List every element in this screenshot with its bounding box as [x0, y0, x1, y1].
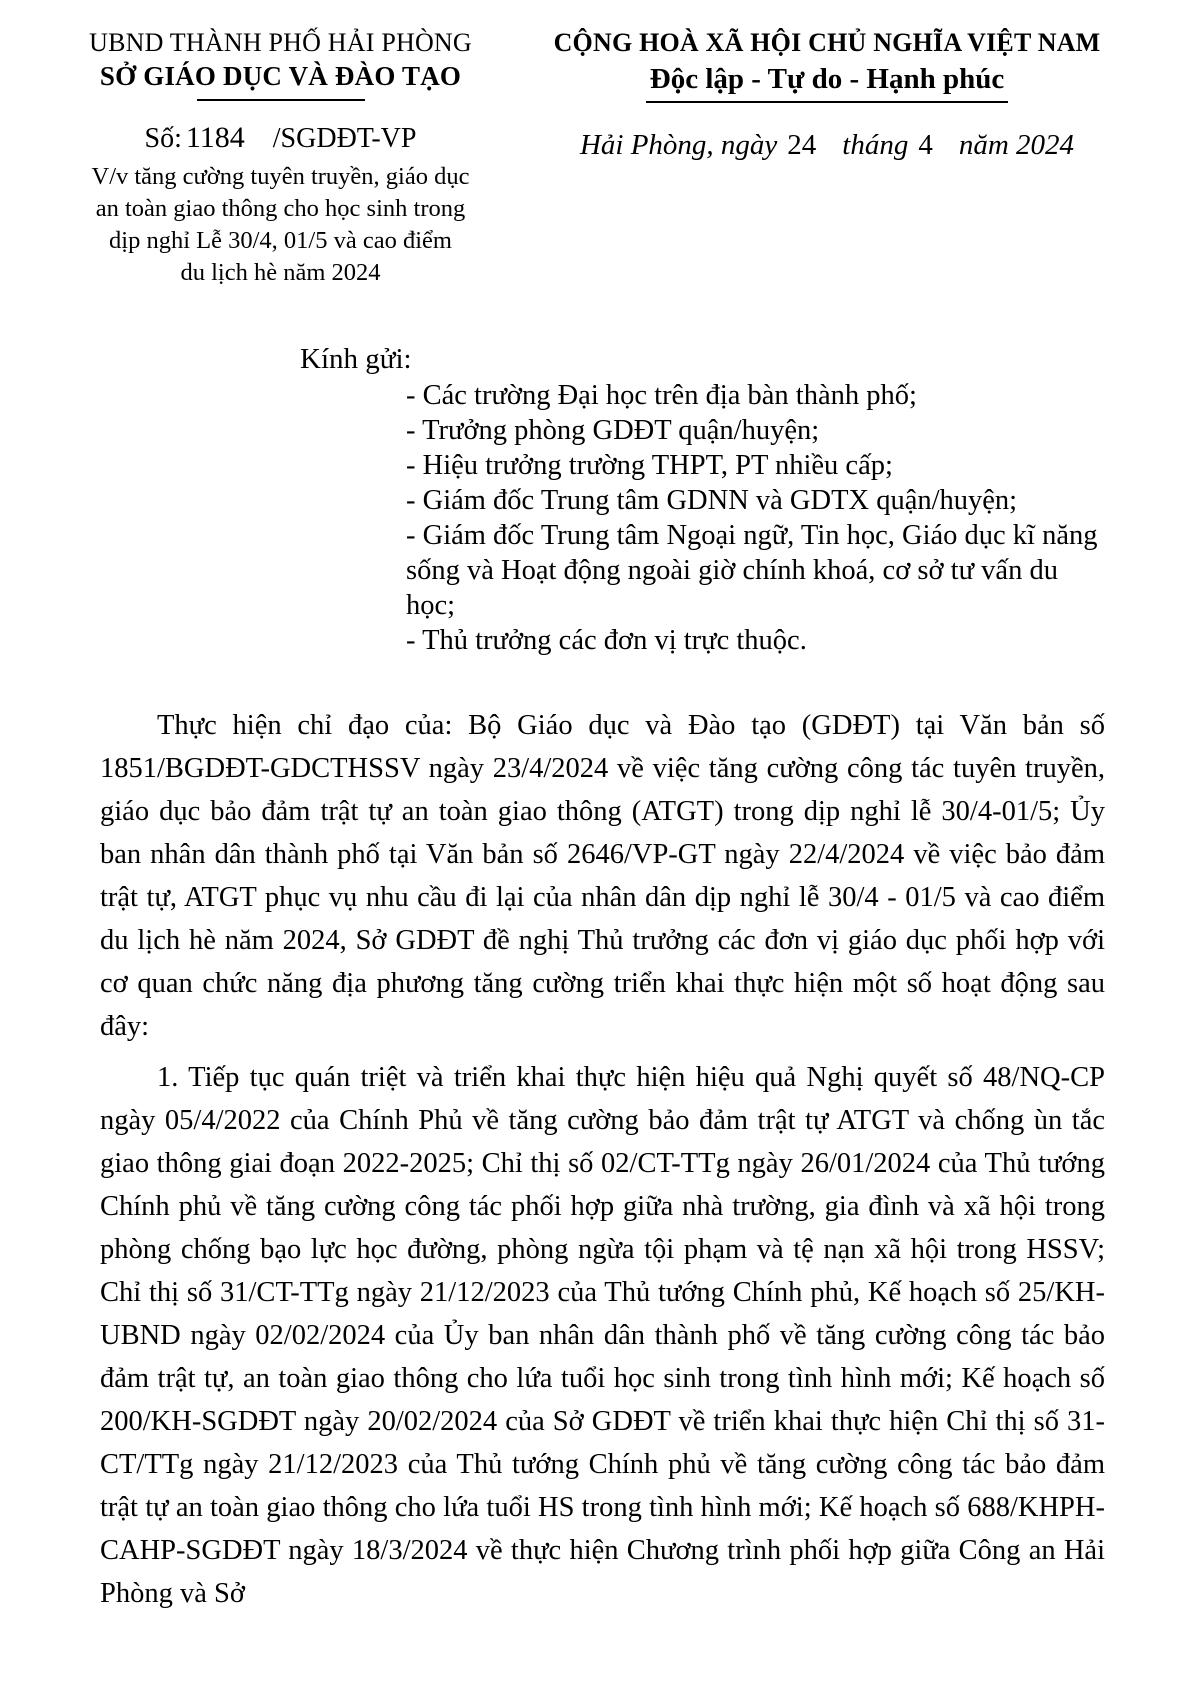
- issue-day: 24: [787, 129, 817, 161]
- salutation-block: [300, 341, 1201, 658]
- recipient-item: - Trưởng phòng GDĐT quận/huyện;: [406, 415, 820, 446]
- document-number-label: Số:: [144, 123, 182, 154]
- issuer-block: [68, 28, 493, 289]
- national-motto-text: Độc lập - Tự do - Hạnh phúc: [646, 63, 1009, 103]
- issue-place: Hải Phòng, ngày: [579, 129, 778, 161]
- document-body: [100, 704, 1105, 1615]
- national-title: CỘNG HOÀ XÃ HỘI CHỦ NGHĨA VIỆT NAM: [553, 28, 1101, 57]
- document-header: [0, 0, 1201, 289]
- national-header: [497, 28, 1157, 289]
- issue-year: năm 2024: [958, 129, 1075, 161]
- recipient-item: - Thủ trưởng các đơn vị trực thuộc.: [406, 625, 807, 656]
- body-paragraph-item1: 1. Tiếp tục quán triệt và triển khai thực hiện hiệu quả Nghị quyết số 48/NQ-CP ngày 05/4/2022 của Chính Phủ về tăng cường bảo đảm trật tự ATGT và chống ùn tắc giao thông giai đoạn 2022-2025; Chỉ thị số 02/CT-TTg ngày 26/01/2024 của Thủ tướng Chính phủ về tăng cường công tác phối hợp giữa nhà trường, gia đình và xã hội trong phòng chống bạo lực học đường, phòng ngừa tội phạm và tệ nạn xã hội trong HSSV; Chỉ thị số 31/CT-TTg ngày 21/12/2023 của Thủ tướng Chính phủ, Kế hoạch số 25/KH-UBND ngày 02/02/2024 của Ủy ban nhân dân thành phố về tăng cường công tác bảo đảm trật tự, an toàn giao thông cho lứa tuổi học sinh trong tình hình mới; Kế hoạch số 200/KH-SGDĐT ngày 20/02/2024 của Sở GDĐT về triển khai thực hiện Chỉ thị số 31-CT/TTg ngày 21/12/2023 của Thủ tướng Chính phủ về tăng cường công tác bảo đảm trật tự an toàn giao thông cho lứa tuổi HS trong tình hình mới; Kế hoạch số 688/KHPH-CAHP-SGDĐT ngày 18/3/2024 về thực hiện Chương trình phối hợp giữa Công an Hải Phòng và Sở: [100, 1062, 1105, 1609]
- issue-month-word: tháng: [842, 129, 909, 161]
- document-number: [68, 121, 493, 155]
- subject-line: an toàn giao thông cho học sinh trong: [95, 195, 466, 222]
- subject-line: dịp nghỉ Lễ 30/4, 01/5 và cao điểm: [109, 227, 452, 254]
- recipient-item: - Hiệu trưởng trường THPT, PT nhiều cấp;: [406, 450, 893, 481]
- document-number-symbol: /SGDĐT-VP: [272, 123, 417, 154]
- recipient-item: - Giám đốc Trung tâm Ngoại ngữ, Tin học, Giáo dục kĩ năng sống và Hoạt động ngoài giờ chính khoá, cơ sở tư vấn du học;: [406, 520, 1098, 621]
- issuer-parent-org: UBND THÀNH PHỐ HẢI PHÒNG: [89, 28, 472, 57]
- issue-date: [497, 129, 1157, 162]
- subject-line: du lịch hè năm 2024: [180, 259, 381, 286]
- issue-month: 4: [918, 129, 933, 161]
- recipient-list: [406, 378, 1108, 658]
- issuer-divider: [197, 99, 365, 101]
- recipient-item: - Giám đốc Trung tâm GDNN và GDTX quận/huyện;: [406, 485, 1018, 516]
- salutation-label: Kính gửi:: [300, 343, 412, 375]
- document-number-value: 1184: [185, 121, 245, 154]
- document-subject: [68, 161, 493, 289]
- recipient-item: - Các trường Đại học trên địa bàn thành phố;: [406, 380, 917, 411]
- subject-line: V/v tăng cường tuyên truyền, giáo dục: [91, 163, 470, 190]
- national-motto: [497, 63, 1157, 103]
- body-paragraph-intro: Thực hiện chỉ đạo của: Bộ Giáo dục và Đào tạo (GDĐT) tại Văn bản số 1851/BGDĐT-GDCTHSSV ngày 23/4/2024 về việc tăng cường công tác tuyên truyền, giáo dục bảo đảm trật tự an toàn giao thông (ATGT) trong dịp nghỉ lễ 30/4-01/5; Ủy ban nhân dân thành phố tại Văn bản số 2646/VP-GT ngày 22/4/2024 về việc bảo đảm trật tự, ATGT phục vụ nhu cầu đi lại của nhân dân dịp nghỉ lễ 30/4 - 01/5 và cao điểm du lịch hè năm 2024, Sở GDĐT đề nghị Thủ trưởng các đơn vị giáo dục phối hợp với cơ quan chức năng địa phương tăng cường triển khai thực hiện một số hoạt động sau đây:: [100, 710, 1105, 1042]
- issuer-org: SỞ GIÁO DỤC VÀ ĐÀO TẠO: [99, 61, 462, 91]
